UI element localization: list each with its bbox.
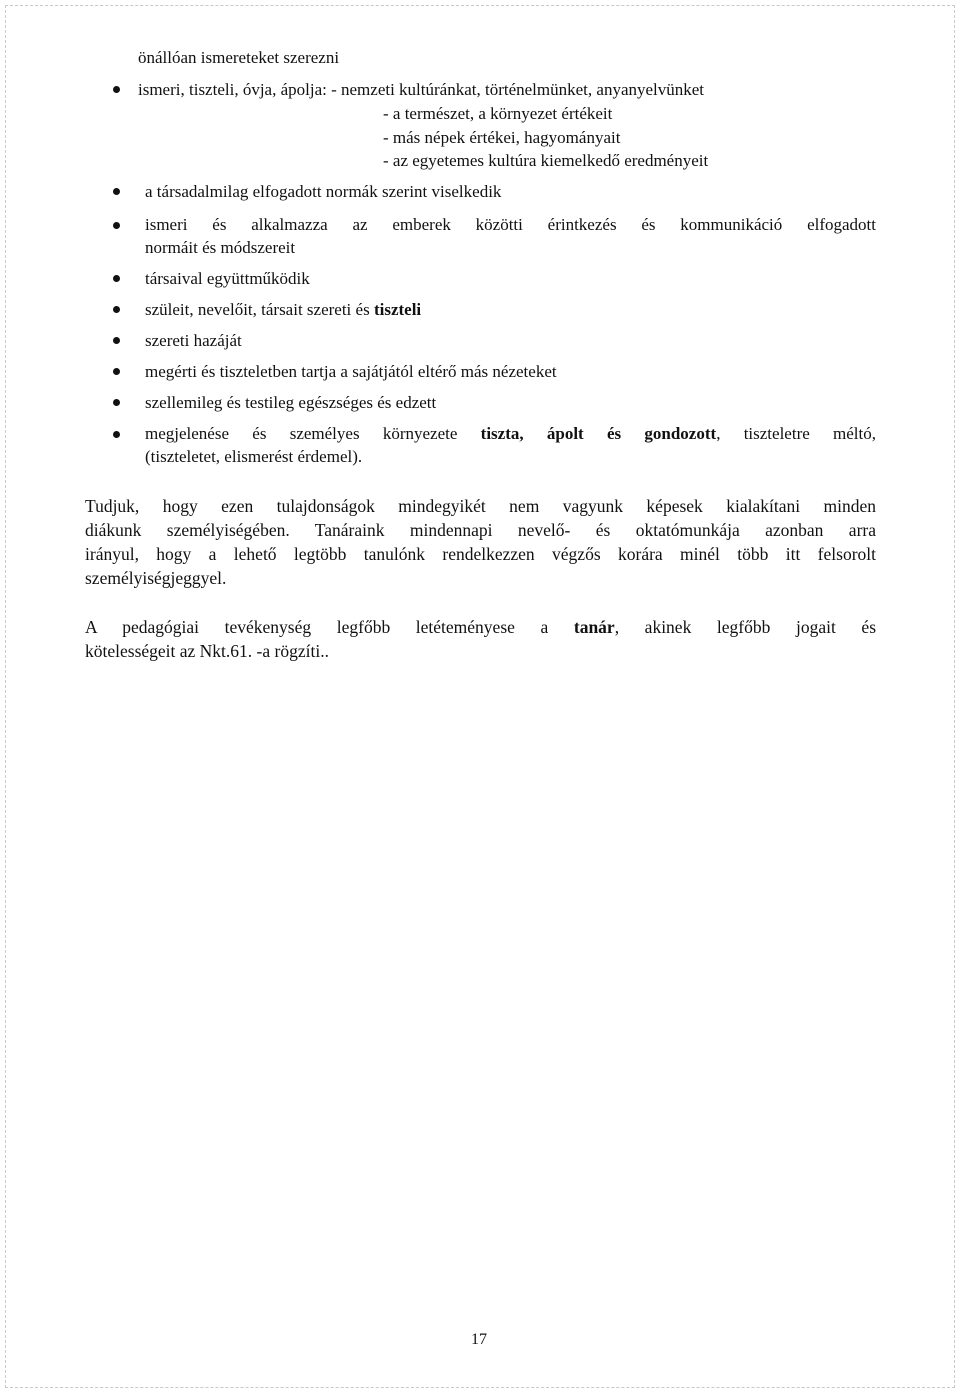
bullet-item-6: szereti hazáját xyxy=(145,331,242,350)
bullet-item-9-bold: tiszta, ápolt és gondozott xyxy=(480,424,717,443)
bullet-item-8: szellemileg és testileg egészséges és edzett xyxy=(145,393,437,412)
paragraph-2 xyxy=(85,615,876,663)
paragraph-2-line-1 xyxy=(85,615,876,639)
bullet-icon xyxy=(113,431,120,438)
page-number: 17 xyxy=(471,1331,487,1348)
bullet-item-5 xyxy=(145,300,421,320)
bullet-item-1-sub-3: - más népek értékei, hagyományait xyxy=(383,128,621,147)
bullet-item-9-line-2: (tiszteletet, elismerést érdemel). xyxy=(145,447,363,466)
bullet-item-1-sub-1: - nemzeti kultúránkat, történelmünket, anyanyelvünket xyxy=(331,80,705,99)
bullet-item-7: megérti és tiszteletben tartja a sajátjától eltérő más nézeteket xyxy=(145,362,557,381)
bullet-item-1-sub-4: - az egyetemes kultúra kiemelkedő eredményeit xyxy=(383,151,709,170)
paragraph-2-line-2: kötelességeit az Nkt.61. -a rögzíti.. xyxy=(85,641,329,661)
bullet-item-1-text: ismeri, tiszteli, óvja, ápolja: xyxy=(138,80,327,99)
bullet-item-4: társaival együttműködik xyxy=(145,269,310,288)
paragraph-2-tail: , akinek legfőbb jogait és xyxy=(614,617,877,637)
bullet-icon xyxy=(113,368,120,375)
bullet-item-1-sub-2: - a természet, a környezet értékeit xyxy=(383,104,613,123)
bullet-item-9-text: megjelenése és személyes környezete xyxy=(145,424,458,443)
bullet-icon xyxy=(113,399,120,406)
paragraph-1-line-2: diákunk személyiségében. Tanáraink mindennapi nevelő- és oktatómunkája azonban arra xyxy=(85,520,876,540)
paragraph-2-bold: tanár xyxy=(573,617,615,637)
bullet-item-9-line-1 xyxy=(145,422,876,446)
bullet-item-3-line-1: ismeri és alkalmazza az emberek közötti érintkezés és kommunikáció elfogadott xyxy=(145,215,876,234)
bullet-icon xyxy=(113,275,120,282)
intro-line: önállóan ismereteket szerezni xyxy=(138,48,340,67)
paragraph-2-text: A pedagógiai tevékenység legfőbb letéteményese a xyxy=(85,617,549,637)
bullet-item-2: a társadalmilag elfogadott normák szerint viselkedik xyxy=(145,182,502,201)
paragraph-1-line-1: Tudjuk, hogy ezen tulajdonságok mindegyikét nem vagyunk képesek kialakítani minden xyxy=(85,496,876,516)
paragraph-1-line-3: irányul, hogy a lehető legtöbb tanulónk rendelkezzen végzős korára minél több itt felsorolt xyxy=(85,544,876,564)
paragraph-1 xyxy=(85,494,876,590)
bullet-icon xyxy=(113,222,120,229)
bullet-item-9-tail: , tiszteletre méltó, xyxy=(716,424,877,443)
bullet-item-3-line-2: normáit és módszereit xyxy=(145,238,296,257)
bullet-item-5-text: szüleit, nevelőit, társait szereti és xyxy=(145,300,370,319)
paragraph-1-line-4: személyiségjeggyel. xyxy=(85,568,227,588)
bullet-icon xyxy=(113,306,120,313)
bullet-icon xyxy=(113,337,120,344)
bullet-icon xyxy=(113,86,120,93)
bullet-item-1 xyxy=(138,80,704,100)
bullet-item-5-bold: tiszteli xyxy=(373,300,422,319)
bullet-icon xyxy=(113,188,120,195)
